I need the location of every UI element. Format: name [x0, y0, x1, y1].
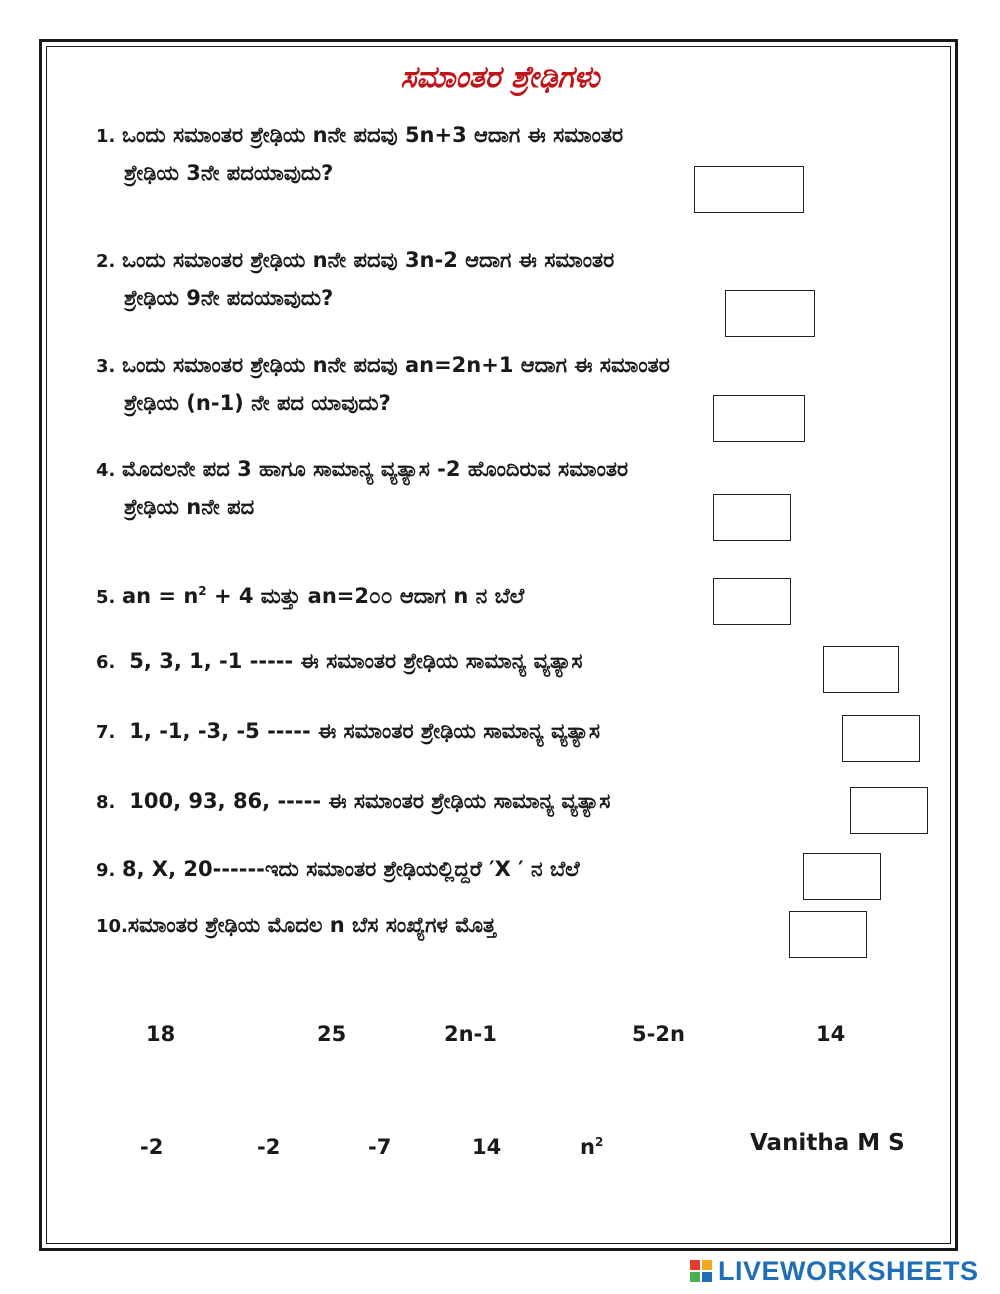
answer-box-8[interactable]	[850, 787, 928, 834]
option-minus-2-a[interactable]: -2	[140, 1135, 164, 1159]
worksheet-title: ಸಮಾಂತರ ಶ್ರೇಢಿಗಳು	[400, 60, 600, 95]
answer-box-1[interactable]	[694, 166, 804, 213]
logo-square-4	[702, 1272, 712, 1282]
logo-mark-icon	[690, 1260, 712, 1282]
answer-box-9[interactable]	[803, 853, 881, 900]
option-2n-1[interactable]: 2n-1	[444, 1022, 497, 1046]
logo-square-1	[690, 1260, 700, 1270]
answer-box-4[interactable]	[713, 494, 791, 541]
logo-square-2	[702, 1260, 712, 1270]
option-18[interactable]: 18	[146, 1022, 176, 1046]
question-4: 4. ಮೊದಲನೇ ಪದ 3 ಹಾಗೂ ಸಾಮಾನ್ಯ ವ್ಯತ್ಯಾಸ -2 ಹೊಂದಿರುವ ಸಮಾಂತರ ಶ್ರೇಢಿಯ nನೇ ಪದ	[96, 457, 629, 519]
option-14-b[interactable]: 14	[472, 1135, 502, 1159]
answer-box-7[interactable]	[842, 715, 920, 762]
option-25[interactable]: 25	[317, 1022, 347, 1046]
option-14-a[interactable]: 14	[816, 1022, 846, 1046]
question-9: 9. 8, X, 20------ಇದು ಸಮಾಂತರ ಶ್ರೇಢಿಯಲ್ಲಿದ್ದರೆ ′X ′ ನ ಬೆಲೆ	[96, 857, 580, 881]
question-2: 2. ಒಂದು ಸಮಾಂತರ ಶ್ರೇಢಿಯ nನೇ ಪದವು 3n-2 ಆದಾಗ ಈ ಸಮಾಂತರ ಶ್ರೇಢಿಯ 9ನೇ ಪದಯಾವುದು?	[96, 248, 615, 310]
answer-box-3[interactable]	[713, 395, 805, 442]
question-8: 8. 100, 93, 86, ----- ಈ ಸಮಾಂತರ ಶ್ರೇಢಿಯ ಸಾಮಾನ್ಯ ವ್ಯತ್ಯಾಸ	[96, 789, 611, 813]
author-name: Vanitha M S	[750, 1130, 905, 1156]
option-minus-2-b[interactable]: -2	[257, 1135, 281, 1159]
question-10: 10.ಸಮಾಂತರ ಶ್ರೇಢಿಯ ಮೊದಲ n ಬೆಸ ಸಂಖ್ಯೆಗಳ ಮೊತ್ತ	[96, 913, 496, 937]
answer-box-6[interactable]	[823, 646, 899, 693]
option-5-2n[interactable]: 5-2n	[632, 1022, 685, 1046]
answer-box-10[interactable]	[789, 911, 867, 958]
question-3: 3. ಒಂದು ಸಮಾಂತರ ಶ್ರೇಢಿಯ nನೇ ಪದವು an=2n+1 ಆದಾಗ ಈ ಸಮಾಂತರ ಶ್ರೇಢಿಯ (n-1) ನೇ ಪದ ಯಾವುದು?	[96, 353, 670, 415]
answer-box-5[interactable]	[713, 578, 791, 625]
question-7: 7. 1, -1, -3, -5 ----- ಈ ಸಮಾಂತರ ಶ್ರೇಢಿಯ ಸಾಮಾನ್ಯ ವ್ಯತ್ಯಾಸ	[96, 719, 601, 743]
liveworksheets-logo[interactable]	[690, 1254, 979, 1288]
answer-box-2[interactable]	[725, 290, 815, 337]
logo-text: LIVEWORKSHEETS	[718, 1255, 979, 1286]
logo-square-3	[690, 1272, 700, 1282]
question-1: 1. ಒಂದು ಸಮಾಂತರ ಶ್ರೇಢಿಯ nನೇ ಪದವು 5n+3 ಆದಾಗ ಈ ಸಮಾಂತರ ಶ್ರೇಢಿಯ 3ನೇ ಪದಯಾವುದು?	[96, 123, 624, 185]
option-n-squared[interactable]: $n^2$	[580, 1135, 604, 1159]
option-minus-7[interactable]: -7	[368, 1135, 392, 1159]
question-6: 6. 5, 3, 1, -1 ----- ಈ ಸಮಾಂತರ ಶ್ರೇಢಿಯ ಸಾಮಾನ್ಯ ವ್ಯತ್ಯಾಸ	[96, 649, 583, 673]
question-5: 5. an = $n^2 + 4$ ಮತ್ತು an=2೦೦ ಆದಾಗ n ನ ಬೆಲೆ	[96, 584, 525, 608]
